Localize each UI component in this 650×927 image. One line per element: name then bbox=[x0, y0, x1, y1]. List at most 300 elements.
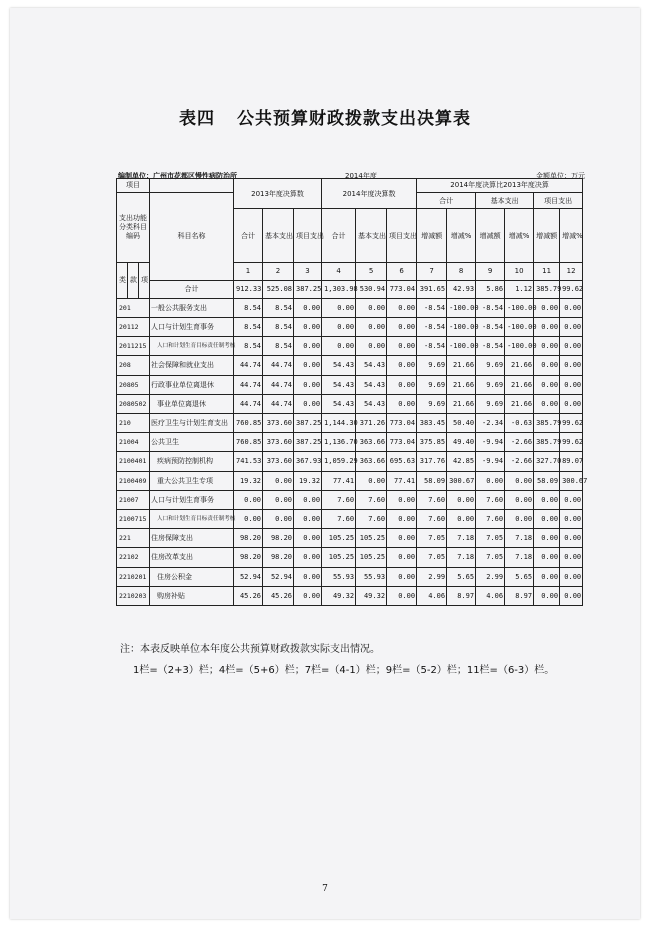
table-number: 表四 bbox=[179, 109, 215, 129]
value-cell: 0.00 bbox=[560, 298, 583, 317]
value-cell: 367.93 bbox=[294, 452, 322, 471]
value-cell: 49.40 bbox=[447, 433, 476, 452]
money-unit: 金额单位：万元 bbox=[536, 172, 585, 180]
subject-code: 221 bbox=[117, 529, 150, 548]
value-cell: 54.43 bbox=[322, 394, 356, 413]
subject-code: 20805 bbox=[117, 375, 150, 394]
value-cell: 0.00 bbox=[476, 471, 505, 490]
subject-code: 2100401 bbox=[117, 452, 150, 471]
value-cell: -8.54 bbox=[476, 337, 505, 356]
value-cell: 0.00 bbox=[387, 548, 417, 567]
value-cell: -100.00 bbox=[505, 337, 534, 356]
value-cell: 9.69 bbox=[476, 356, 505, 375]
col-no-9: 9 bbox=[476, 262, 505, 280]
header-code: 支出功能分类科目编码 bbox=[117, 192, 150, 262]
value-cell: 0.00 bbox=[356, 337, 387, 356]
total-cell: 1,303.98 bbox=[322, 280, 356, 298]
subject-code: 21007 bbox=[117, 490, 150, 509]
subject-code: 2080502 bbox=[117, 394, 150, 413]
total-cell: 912.33 bbox=[234, 280, 263, 298]
value-cell: 0.00 bbox=[534, 529, 560, 548]
total-cell: 99.62 bbox=[560, 280, 583, 298]
value-cell: 105.25 bbox=[356, 529, 387, 548]
table-row bbox=[117, 567, 583, 586]
value-cell: 0.00 bbox=[560, 529, 583, 548]
subject-code: 201 bbox=[117, 298, 150, 317]
value-cell: 4.06 bbox=[417, 586, 447, 605]
fiscal-year: 2014年度 bbox=[345, 172, 377, 180]
table-row bbox=[117, 586, 583, 605]
value-cell: 0.00 bbox=[387, 586, 417, 605]
value-cell: 2.99 bbox=[417, 567, 447, 586]
value-cell: 387.25 bbox=[294, 413, 322, 432]
value-cell: 0.00 bbox=[263, 471, 294, 490]
value-cell: 44.74 bbox=[234, 356, 263, 375]
value-cell: 0.00 bbox=[294, 337, 322, 356]
value-cell: 52.94 bbox=[263, 567, 294, 586]
col-no-11: 11 bbox=[534, 262, 560, 280]
value-cell: 0.00 bbox=[447, 490, 476, 509]
total-cell: 1.12 bbox=[505, 280, 534, 298]
value-cell: 8.54 bbox=[234, 337, 263, 356]
value-cell: 0.00 bbox=[560, 548, 583, 567]
value-cell: 77.41 bbox=[322, 471, 356, 490]
value-cell: 21.66 bbox=[505, 356, 534, 375]
value-cell: 327.70 bbox=[534, 452, 560, 471]
subject-code: 2100409 bbox=[117, 471, 150, 490]
value-cell: 9.69 bbox=[417, 356, 447, 375]
header-inc-amt-3: 增减额 bbox=[534, 209, 560, 262]
col-no-3: 3 bbox=[294, 262, 322, 280]
value-cell: 0.00 bbox=[387, 356, 417, 375]
value-cell: 0.00 bbox=[322, 298, 356, 317]
subject-code: 20112 bbox=[117, 317, 150, 336]
value-cell: 44.74 bbox=[234, 375, 263, 394]
header-cmp-total: 合计 bbox=[417, 192, 476, 209]
table-row bbox=[117, 317, 583, 336]
value-cell: 5.65 bbox=[447, 567, 476, 586]
header-inc-pct-3: 增减% bbox=[560, 209, 583, 262]
subject-code: 208 bbox=[117, 356, 150, 375]
col-no-10: 10 bbox=[505, 262, 534, 280]
value-cell: 0.00 bbox=[534, 317, 560, 336]
value-cell: 373.60 bbox=[263, 413, 294, 432]
value-cell: -2.66 bbox=[505, 452, 534, 471]
header-2014-project: 项目支出 bbox=[387, 209, 417, 262]
value-cell: 363.66 bbox=[356, 452, 387, 471]
value-cell: 0.00 bbox=[534, 490, 560, 509]
value-cell: 0.00 bbox=[387, 317, 417, 336]
value-cell: 54.43 bbox=[356, 375, 387, 394]
table-row bbox=[117, 509, 583, 528]
subject-code: 22102 bbox=[117, 548, 150, 567]
value-cell: 0.00 bbox=[234, 490, 263, 509]
value-cell: 0.00 bbox=[322, 317, 356, 336]
col-no-6: 6 bbox=[387, 262, 417, 280]
value-cell: 0.00 bbox=[534, 356, 560, 375]
value-cell: 55.93 bbox=[356, 567, 387, 586]
subject-code: 2210203 bbox=[117, 586, 150, 605]
total-cell: 525.08 bbox=[263, 280, 294, 298]
value-cell: -8.54 bbox=[417, 298, 447, 317]
value-cell: 0.00 bbox=[387, 375, 417, 394]
value-cell: 0.00 bbox=[534, 337, 560, 356]
value-cell: 0.00 bbox=[234, 509, 263, 528]
col-no-5: 5 bbox=[356, 262, 387, 280]
value-cell: 7.60 bbox=[322, 509, 356, 528]
value-cell: 89.07 bbox=[560, 452, 583, 471]
value-cell: 0.00 bbox=[356, 317, 387, 336]
value-cell: 300.67 bbox=[447, 471, 476, 490]
table-row bbox=[117, 433, 583, 452]
value-cell: 44.74 bbox=[263, 356, 294, 375]
value-cell: 49.32 bbox=[322, 586, 356, 605]
header-2013: 2013年度决算数 bbox=[234, 179, 322, 209]
total-cell: 5.86 bbox=[476, 280, 505, 298]
value-cell: 0.00 bbox=[534, 394, 560, 413]
value-cell: 0.00 bbox=[356, 298, 387, 317]
value-cell: 7.60 bbox=[417, 490, 447, 509]
value-cell: 8.54 bbox=[234, 317, 263, 336]
header-cmp-project: 项目支出 bbox=[534, 192, 583, 209]
value-cell: 1,136.70 bbox=[322, 433, 356, 452]
header-2014-total: 合计 bbox=[322, 209, 356, 262]
value-cell: 0.00 bbox=[263, 509, 294, 528]
table-row bbox=[117, 452, 583, 471]
value-cell: 1,144.30 bbox=[322, 413, 356, 432]
table-row bbox=[117, 490, 583, 509]
value-cell: 4.06 bbox=[476, 586, 505, 605]
value-cell: 773.04 bbox=[387, 413, 417, 432]
value-cell: 0.00 bbox=[387, 394, 417, 413]
value-cell: 21.66 bbox=[447, 394, 476, 413]
value-cell: 98.20 bbox=[263, 529, 294, 548]
value-cell: 0.00 bbox=[560, 394, 583, 413]
value-cell: 44.74 bbox=[234, 394, 263, 413]
value-cell: 0.00 bbox=[505, 471, 534, 490]
header-blank bbox=[150, 179, 234, 193]
header-item: 项目 bbox=[117, 179, 150, 193]
value-cell: 19.32 bbox=[294, 471, 322, 490]
value-cell: 8.54 bbox=[234, 298, 263, 317]
value-cell: 0.00 bbox=[294, 490, 322, 509]
table-row bbox=[117, 375, 583, 394]
table-row bbox=[117, 529, 583, 548]
value-cell: -2.66 bbox=[505, 433, 534, 452]
value-cell: 7.05 bbox=[476, 548, 505, 567]
value-cell: -9.94 bbox=[476, 433, 505, 452]
value-cell: 0.00 bbox=[505, 509, 534, 528]
total-cell: 773.04 bbox=[387, 280, 417, 298]
col-no-1: 1 bbox=[234, 262, 263, 280]
value-cell: 54.43 bbox=[356, 356, 387, 375]
subject-name: 人口和计划生育目标责任制考核 bbox=[150, 337, 234, 356]
value-cell: 0.00 bbox=[534, 548, 560, 567]
value-cell: 0.00 bbox=[387, 529, 417, 548]
value-cell: 0.00 bbox=[294, 298, 322, 317]
header-inc-amt-2: 增减额 bbox=[476, 209, 505, 262]
value-cell: 99.62 bbox=[560, 413, 583, 432]
value-cell: 98.20 bbox=[234, 548, 263, 567]
header-compare: 2014年度决算比2013年度决算 bbox=[417, 179, 583, 193]
value-cell: 387.25 bbox=[294, 433, 322, 452]
value-cell: 7.60 bbox=[476, 509, 505, 528]
value-cell: 760.85 bbox=[234, 413, 263, 432]
value-cell: 45.26 bbox=[263, 586, 294, 605]
value-cell: 7.18 bbox=[505, 548, 534, 567]
value-cell: 44.74 bbox=[263, 394, 294, 413]
col-no-2: 2 bbox=[263, 262, 294, 280]
value-cell: -8.54 bbox=[417, 337, 447, 356]
table-row bbox=[117, 337, 583, 356]
page-number: 7 bbox=[322, 884, 328, 894]
value-cell: 7.60 bbox=[417, 509, 447, 528]
value-cell: 55.93 bbox=[322, 567, 356, 586]
value-cell: 0.00 bbox=[294, 586, 322, 605]
subject-name: 事业单位离退休 bbox=[150, 394, 234, 413]
value-cell: 50.40 bbox=[447, 413, 476, 432]
value-cell: 8.54 bbox=[263, 337, 294, 356]
subject-name: 购房补贴 bbox=[150, 586, 234, 605]
value-cell: 0.00 bbox=[294, 529, 322, 548]
value-cell: 0.00 bbox=[534, 509, 560, 528]
table-row bbox=[117, 394, 583, 413]
value-cell: 7.60 bbox=[356, 490, 387, 509]
value-cell: 98.20 bbox=[263, 548, 294, 567]
value-cell: 21.66 bbox=[505, 394, 534, 413]
value-cell: 44.74 bbox=[263, 375, 294, 394]
value-cell: 300.67 bbox=[560, 471, 583, 490]
value-cell: 58.09 bbox=[417, 471, 447, 490]
value-cell: 98.20 bbox=[234, 529, 263, 548]
value-cell: 773.04 bbox=[387, 433, 417, 452]
value-cell: 741.53 bbox=[234, 452, 263, 471]
total-cell: 385.79 bbox=[534, 280, 560, 298]
subject-name: 住房改革支出 bbox=[150, 548, 234, 567]
value-cell: 49.32 bbox=[356, 586, 387, 605]
subject-name: 疾病预防控制机构 bbox=[150, 452, 234, 471]
subject-code: 2011215 bbox=[117, 337, 150, 356]
value-cell: 105.25 bbox=[322, 548, 356, 567]
table-row bbox=[117, 471, 583, 490]
value-cell: 5.65 bbox=[505, 567, 534, 586]
subject-name: 一般公共服务支出 bbox=[150, 298, 234, 317]
value-cell: 77.41 bbox=[387, 471, 417, 490]
value-cell: -100.00 bbox=[447, 298, 476, 317]
value-cell: -0.63 bbox=[505, 413, 534, 432]
value-cell: -8.54 bbox=[476, 298, 505, 317]
value-cell: 7.05 bbox=[417, 548, 447, 567]
subject-name: 行政事业单位离退休 bbox=[150, 375, 234, 394]
value-cell: 7.60 bbox=[322, 490, 356, 509]
value-cell: 0.00 bbox=[356, 471, 387, 490]
value-cell: 0.00 bbox=[387, 509, 417, 528]
subject-code: 2100715 bbox=[117, 509, 150, 528]
value-cell: 0.00 bbox=[534, 567, 560, 586]
col-no-8: 8 bbox=[447, 262, 476, 280]
value-cell: 0.00 bbox=[560, 586, 583, 605]
value-cell: 0.00 bbox=[294, 356, 322, 375]
header-inc-pct-2: 增减% bbox=[505, 209, 534, 262]
value-cell: -9.94 bbox=[476, 452, 505, 471]
value-cell: 54.43 bbox=[356, 394, 387, 413]
value-cell: 0.00 bbox=[263, 490, 294, 509]
value-cell: 0.00 bbox=[560, 356, 583, 375]
value-cell: 385.79 bbox=[534, 433, 560, 452]
reporting-unit: 编制单位：广州市花都区慢性病防治所 bbox=[118, 172, 237, 180]
value-cell: 8.54 bbox=[263, 317, 294, 336]
value-cell: 383.45 bbox=[417, 413, 447, 432]
header-lei: 类 bbox=[117, 262, 128, 298]
value-cell: -2.34 bbox=[476, 413, 505, 432]
value-cell: 9.69 bbox=[417, 394, 447, 413]
subject-name: 重大公共卫生专项 bbox=[150, 471, 234, 490]
footnote: 注：本表反映单位本年度公共预算财政拨款实际支出情况。 bbox=[120, 644, 380, 655]
value-cell: -100.00 bbox=[447, 337, 476, 356]
value-cell: 7.18 bbox=[447, 529, 476, 548]
value-cell: 0.00 bbox=[505, 490, 534, 509]
value-cell: 105.25 bbox=[322, 529, 356, 548]
expenditure-table bbox=[116, 178, 588, 606]
subject-name: 社会保障和就业支出 bbox=[150, 356, 234, 375]
value-cell: 0.00 bbox=[294, 394, 322, 413]
value-cell: 363.66 bbox=[356, 433, 387, 452]
value-cell: 21.66 bbox=[447, 375, 476, 394]
total-cell: 387.25 bbox=[294, 280, 322, 298]
subject-code: 2210201 bbox=[117, 567, 150, 586]
value-cell: 0.00 bbox=[387, 567, 417, 586]
subject-name: 人口与计划生育事务 bbox=[150, 317, 234, 336]
value-cell: 45.26 bbox=[234, 586, 263, 605]
subject-name: 公共卫生 bbox=[150, 433, 234, 452]
total-cell: 530.94 bbox=[356, 280, 387, 298]
value-cell: 8.97 bbox=[505, 586, 534, 605]
value-cell: 52.94 bbox=[234, 567, 263, 586]
value-cell: 0.00 bbox=[560, 317, 583, 336]
value-cell: 0.00 bbox=[560, 337, 583, 356]
subject-name: 人口和计划生育目标责任制考核 bbox=[150, 509, 234, 528]
column-formula: 1栏=（2+3）栏；4栏=（5+6）栏；7栏=（4-1）栏；9栏=（5-2）栏；11栏=（6-3）栏。 bbox=[133, 665, 555, 676]
subject-name: 住房公积金 bbox=[150, 567, 234, 586]
value-cell: 760.85 bbox=[234, 433, 263, 452]
header-inc-amt-1: 增减额 bbox=[417, 209, 447, 262]
value-cell: 54.43 bbox=[322, 356, 356, 375]
value-cell: 21.66 bbox=[447, 356, 476, 375]
value-cell: -100.00 bbox=[505, 298, 534, 317]
value-cell: 0.00 bbox=[387, 490, 417, 509]
header-kuan: 款 bbox=[128, 262, 139, 298]
total-cell: 391.65 bbox=[417, 280, 447, 298]
value-cell: 19.32 bbox=[234, 471, 263, 490]
value-cell: 1,059.29 bbox=[322, 452, 356, 471]
value-cell: 0.00 bbox=[387, 337, 417, 356]
value-cell: -8.54 bbox=[476, 317, 505, 336]
header-inc-pct-1: 增减% bbox=[447, 209, 476, 262]
total-label: 合计 bbox=[150, 280, 234, 298]
value-cell: 2.99 bbox=[476, 567, 505, 586]
value-cell: 0.00 bbox=[294, 509, 322, 528]
subject-code: 21004 bbox=[117, 433, 150, 452]
header-name: 科目名称 bbox=[150, 192, 234, 280]
value-cell: 317.76 bbox=[417, 452, 447, 471]
value-cell: 8.54 bbox=[263, 298, 294, 317]
table-row bbox=[117, 548, 583, 567]
header-xiang: 项 bbox=[139, 262, 150, 298]
value-cell: 7.18 bbox=[447, 548, 476, 567]
value-cell: 0.00 bbox=[534, 298, 560, 317]
value-cell: -100.00 bbox=[447, 317, 476, 336]
value-cell: 9.69 bbox=[476, 375, 505, 394]
value-cell: 375.85 bbox=[417, 433, 447, 452]
value-cell: 9.69 bbox=[417, 375, 447, 394]
value-cell: 0.00 bbox=[294, 548, 322, 567]
value-cell: 0.00 bbox=[560, 490, 583, 509]
value-cell: 0.00 bbox=[560, 509, 583, 528]
value-cell: 373.60 bbox=[263, 433, 294, 452]
value-cell: 0.00 bbox=[534, 586, 560, 605]
value-cell: 58.09 bbox=[534, 471, 560, 490]
value-cell: 695.63 bbox=[387, 452, 417, 471]
col-no-4: 4 bbox=[322, 262, 356, 280]
table-row bbox=[117, 356, 583, 375]
header-2013-basic: 基本支出 bbox=[263, 209, 294, 262]
value-cell: 7.60 bbox=[476, 490, 505, 509]
value-cell: 385.79 bbox=[534, 413, 560, 432]
table-row bbox=[117, 413, 583, 432]
col-no-7: 7 bbox=[417, 262, 447, 280]
value-cell: 99.62 bbox=[560, 433, 583, 452]
value-cell: -100.00 bbox=[505, 317, 534, 336]
value-cell: 7.18 bbox=[505, 529, 534, 548]
value-cell: 7.60 bbox=[356, 509, 387, 528]
value-cell: 0.00 bbox=[294, 375, 322, 394]
value-cell: 9.69 bbox=[476, 394, 505, 413]
value-cell: 371.26 bbox=[356, 413, 387, 432]
value-cell: -8.54 bbox=[417, 317, 447, 336]
value-cell: 0.00 bbox=[294, 317, 322, 336]
value-cell: 21.66 bbox=[505, 375, 534, 394]
value-cell: 8.97 bbox=[447, 586, 476, 605]
page-title bbox=[0, 104, 650, 129]
header-2013-project: 项目支出 bbox=[294, 209, 322, 262]
value-cell: 0.00 bbox=[294, 567, 322, 586]
value-cell: 54.43 bbox=[322, 375, 356, 394]
value-cell: 0.00 bbox=[560, 567, 583, 586]
value-cell: 0.00 bbox=[322, 337, 356, 356]
value-cell: 0.00 bbox=[560, 375, 583, 394]
subject-name: 住房保障支出 bbox=[150, 529, 234, 548]
header-2014: 2014年度决算数 bbox=[322, 179, 417, 209]
col-no-12: 12 bbox=[560, 262, 583, 280]
value-cell: 0.00 bbox=[387, 298, 417, 317]
value-cell: 105.25 bbox=[356, 548, 387, 567]
value-cell: 373.60 bbox=[263, 452, 294, 471]
value-cell: 42.85 bbox=[447, 452, 476, 471]
value-cell: 7.05 bbox=[417, 529, 447, 548]
value-cell: 7.05 bbox=[476, 529, 505, 548]
value-cell: 0.00 bbox=[447, 509, 476, 528]
table-row bbox=[117, 298, 583, 317]
subject-name: 人口与计划生育事务 bbox=[150, 490, 234, 509]
table-title: 公共预算财政拨款支出决算表 bbox=[237, 109, 471, 129]
header-2013-total: 合计 bbox=[234, 209, 263, 262]
value-cell: 0.00 bbox=[534, 375, 560, 394]
subject-name: 医疗卫生与计划生育支出 bbox=[150, 413, 234, 432]
header-cmp-basic: 基本支出 bbox=[476, 192, 534, 209]
header-2014-basic: 基本支出 bbox=[356, 209, 387, 262]
total-cell: 42.93 bbox=[447, 280, 476, 298]
subject-code: 210 bbox=[117, 413, 150, 432]
